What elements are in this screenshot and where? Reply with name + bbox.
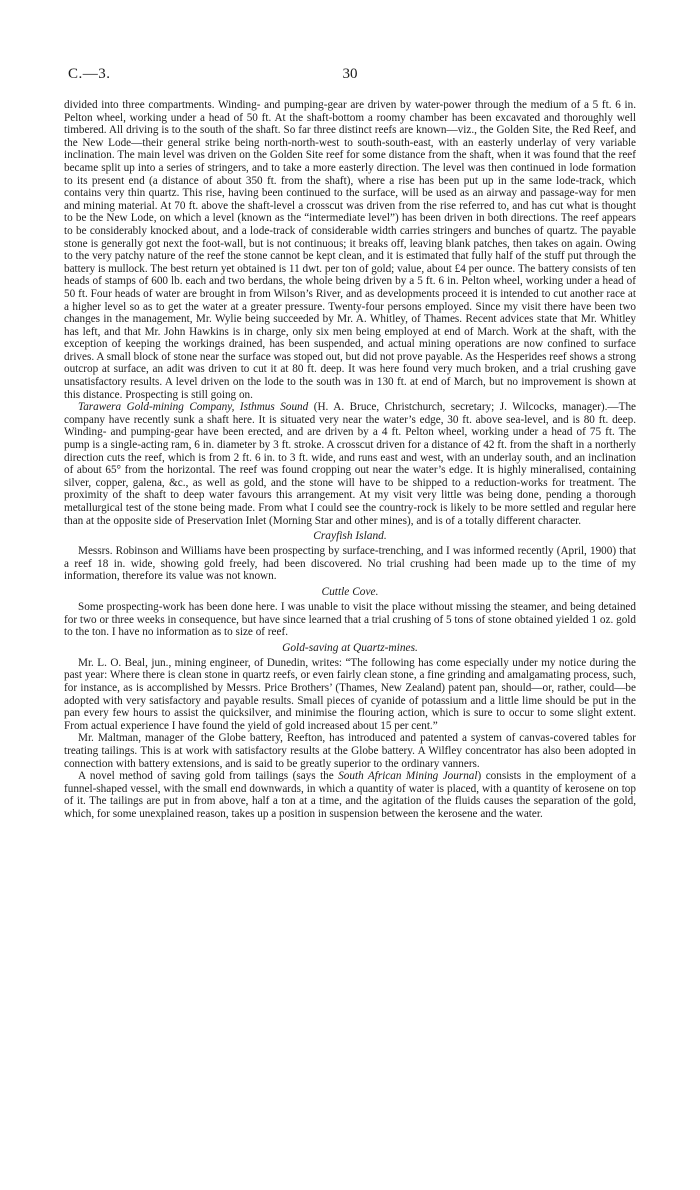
tarawera-company-title: Tarawera Gold-mining Company, Isthmus Sound [78,401,309,414]
paragraph-crayfish-island: Messrs. Robinson and Williams have been prospecting by surface-trenching, and I was informed recently (April, 1900) that a reef 18 in. wide, showing gold freely, had been discovered. No trial crushing had been made up to the time of my information, therefore its value was not known. [64,545,636,583]
paragraph-beal-letter: Mr. L. O. Beal, jun., mining engineer, of Dunedin, writes: “The following has come especially under my notice during the past year: Where there is clean stone in quartz reefs, or even fairly clean stone, a fine grinding and amalgamating process, such, for instance, as is accomplished by Messrs. Price Brothers’ (Thames, New Zealand) patent pan, should—or, rather, could—be adopted with very satisfactory and payable results. Small pieces of cyanide of potassium and a little lime should be put in the pan every few hours to assist the quicksilver, and minimise the flouring action, which is sure to occur to some slight extent. From actual experience I have found the yield of gold increased about 15 per cent.” [64,656,636,732]
paragraph-tarawera [64,401,636,527]
journal-title: South African Mining Journal [338,770,478,783]
page-body [64,99,636,820]
novel-method-text-b: ) consists in the employment of a funnel-shaped vessel, with the small end downwards, in which a quantity of water is placed, with a quantity of kerosene on top of it. The tailings are put in from above, half a ton at a time, and the agitation of the fluids causes the separation of the gold, which, for some unexplained reason, takes up a position in suspension between the kerosene and the water. [64,770,636,820]
paragraph-novel-method [64,770,636,820]
page-header [68,66,632,88]
document-reference: C.—3. [68,66,111,82]
heading-cuttle-cove: Cuttle Cove. [321,585,379,598]
tarawera-text: (H. A. Bruce, Christchurch, secretary; J. Wilcocks, manager).—The company have recently sunk a shaft here. It is situated very near the water’s edge, 30 ft. above sea-level, and is 80 ft. deep. Winding- and pumping-gear have been erected, and are driven by a 4 ft. Pelton wheel, working under a head of 75 ft. The pump is a single-acting ram, 6 in. diameter by 3 ft. stroke. A crosscut driven for a distance of 42 ft. from the shaft in a northerly direction cuts the reef, which is from 2 ft. 6 in. to 3 ft. wide, and runs east and west, with an underlay south, and an inclination of about 65° from the horizontal. The reef was found cropping out near the water’s edge. It is highly mineralised, containing silver, copper, galena, &c., as well as gold, and the stone will have to be shipped to a reduction-works for treatment. The proximity of the shaft to deep water favours this arrangement. At my visit very little was being done, pending a thorough metallurgical test of the stone being made. From what I could see the country-rock is likely to be more settled and regular here than at the opposite side of Preservation Inlet (Morning Star and other mines), and is of a totally different character. [64,401,636,527]
page-number: 30 [342,66,358,82]
paragraph-maltman: Mr. Maltman, manager of the Globe battery, Reefton, has introduced and patented a system of canvas-covered tables for treating tailings. This is at work with satisfactory results at the Globe battery. A Wilfley concentrator has also been adopted in connection with battery extensions, and is said to be greatly superior to the ordinary vanners. [64,732,636,770]
heading-crayfish-island: Crayfish Island. [313,530,387,543]
paragraph-golden-site: divided into three compartments. Winding- and pumping-gear are driven by water-power through the medium of a 5 ft. 6 in. Pelton wheel, working under a head of 50 ft. At the shaft-bottom a roomy chamber has been excavated and thoroughly well timbered. All driving is to the south of the shaft. So far three distinct reefs are known—viz., the Golden Site, the Red Reef, and the New Lode—their general strike being north-north-west to south-south-east, with an easterly underlay of very variable inclination. The main level was driven on the Golden Site reef for some distance from the shaft, when it was found that the reef became split up into a series of stringers, and to take a more easterly direction. The level was then continued in lode formation to its present end (a distance of about 350 ft. from the shaft), where a rise has been put up in the same lode-track, which contains very thin quartz. This rise, having been continued to the surface, will be used as an airway and passage-way for men and mining material. At 70 ft. above the shaft-level a crosscut was driven from the rise referred to, and has cut what is thought to be the New Lode, on which a level (known as the “intermediate level”) has been driven in both directions. The reef appears to be considerably knocked about, and a lode-track of considerable width carries stringers and bunches of quartz. The payable stone is generally got next the foot-wall, but is not continuous; it breaks off, leaving blank patches, then takes on again. Owing to the very patchy nature of the reef the stone cannot be kept clean, and it is estimated that fully half of the stuff put through the battery is mullock. The best return yet obtained is 11 dwt. per ton of gold; value, about £4 per ounce. The battery consists of ten heads of stamps of 600 lb. each and two berdans, the whole being driven by a 5 ft. 6 in. Pelton wheel, working under a head of 50 ft. Four heads of water are brought in from Wilson’s River, and as developments proceed it is intended to cut another race at a higher level so as to get the water at a greater pressure. Twenty-four persons employed. Since my visit there have been two changes in the management, Mr. Wylie being succeeded by Mr. A. Whitley, of Thames. Recent advices state that Mr. Whitley has left, and that Mr. John Hawkins is in charge, only six men being employed at end of March. Work at the shaft, with the exception of keeping the workings drained, has been suspended, and actual mining operations are now confined to surface drives. A small block of stone near the surface was stoped out, but did not prove payable. As the Hesperides reef shows a strong outcrop at surface, an adit was driven to cut it at 80 ft. deep. It was here found very much broken, and a trial crushing gave unsatisfactory results. A level driven on the lode to the south was in 130 ft. at end of March, but no improvement is shown at this distance. Prospecting is still going on. [64,99,636,401]
paragraph-cuttle-cove: Some prospecting-work has been done here. I was unable to visit the place without missing the steamer, and being detained for two or three weeks in consequence, but have since learned that a trial crushing of 5 tons of stone obtained yielded 1 oz. gold to the ton. I have no information as to size of reef. [64,600,636,639]
heading-gold-saving: Gold-saving at Quartz-mines. [282,641,418,654]
novel-method-text-a: A novel method of saving gold from tailings (says the [78,770,339,783]
